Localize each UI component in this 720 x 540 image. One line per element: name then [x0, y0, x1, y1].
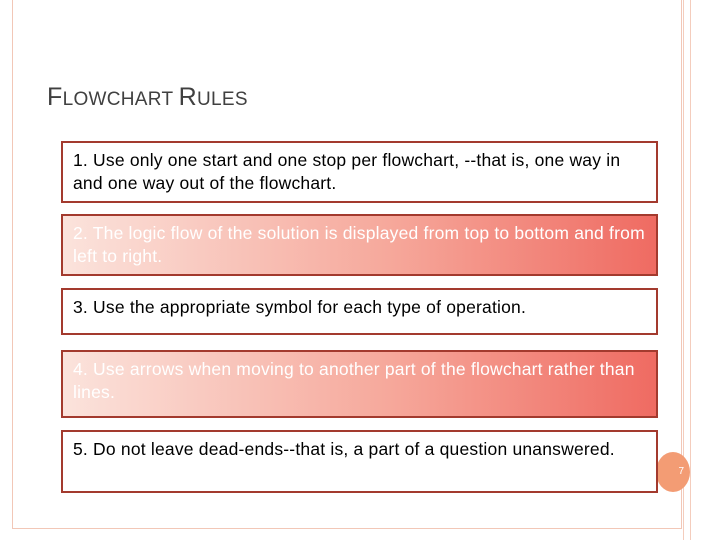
title-word-part: LOWCHART [62, 89, 179, 110]
rule-box-4: 4. Use arrows when moving to another part of the flowchart rather than lines. [61, 350, 658, 418]
decor-stripe [690, 0, 691, 540]
rule-box-2: 2. The logic flow of the solution is displayed from top to bottom and from left to right. [61, 214, 658, 276]
rule-box-1: 1. Use only one start and one stop per flowchart, --that is, one way in and one way out of the flowchart. [61, 141, 658, 203]
slide-title [47, 83, 248, 112]
title-letter: R [178, 83, 197, 111]
title-word-part: ULES [196, 89, 248, 110]
title-letter: F [47, 83, 63, 111]
page-number-badge: 7 [656, 452, 690, 492]
rule-box-3: 3. Use the appropriate symbol for each type of operation. [61, 288, 658, 335]
rule-box-5: 5. Do not leave dead-ends--that is, a part of a question unanswered. [61, 430, 658, 493]
